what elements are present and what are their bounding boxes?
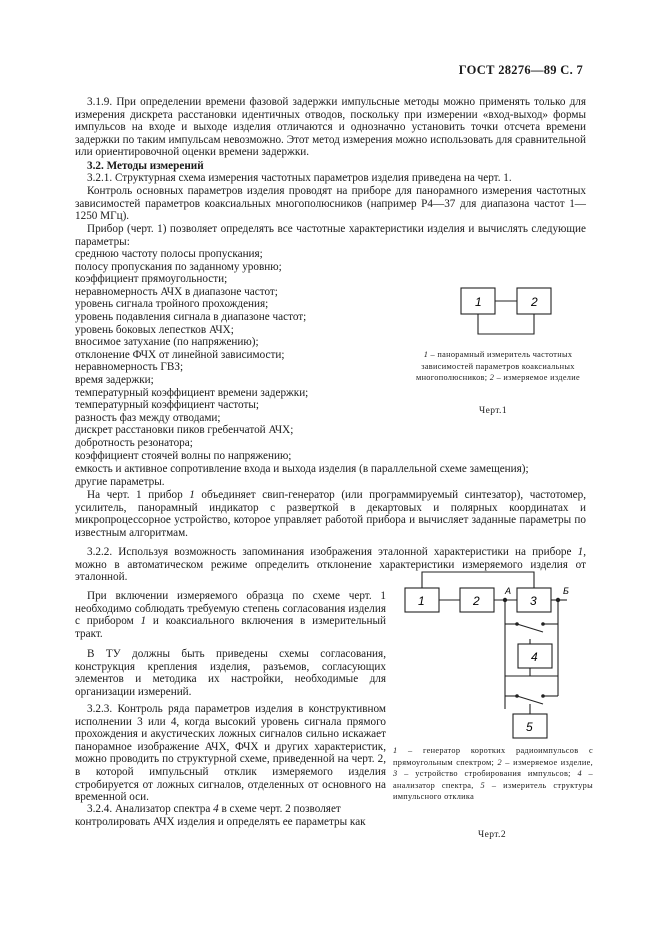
figure-2-point-b: Б (563, 586, 569, 596)
paragraph-chert1: На черт. 1 прибор 1 объединяет свип-генератор (или программируемый синтезатор), частотомер, усилитель, панорамный индикатор с разверткой в декартовых и полярных координатах и микропроцессорное устройство, которое управляет работой прибора и вычисляет заданные параметры по известным алгоритмам. (75, 489, 587, 539)
list-item: неравномерность АЧХ в диапазоне частот; (75, 285, 278, 298)
figure-2-label-5: 5 (526, 720, 533, 734)
figure-1-label-1: 1 (475, 295, 482, 309)
list-item-other: другие параметры. (75, 476, 165, 488)
list-item: дискрет расстановки пиков гребенчатой АЧХ; (75, 424, 294, 437)
paragraph-switching: При включении измеряемого образца по схеме черт. 1 необходимо соблюдать требуемую степень согласования изделия с прибором 1 и коаксиального включения в измерительный тракт. (75, 590, 387, 640)
paragraph-control: Контроль основных параметров изделия проводят на приборе для панорамного измерения частотных зависимостей параметров коаксиальных многополюсников (например Р4—37 для диапазона частот 1—1250 МГц). (75, 185, 586, 223)
figure-1-label: Черт.1 (479, 406, 507, 416)
list-item: коэффициент стоячей волны по напряжению; (75, 449, 292, 462)
list-item: температурный коэффициент частоты; (75, 399, 259, 412)
list-item: коэффициент прямоугольности; (75, 273, 228, 286)
paragraph-3-2-3: 3.2.3. Контроль ряда параметров изделия в конструктивном исполнении 3 или 4, когда высокий уровень сигнала прямого прохождения и акустических ложных сигналов сильно искажает панорамное изображение АЧХ, ФЧХ и других характеристик, можно проводить по структурной схеме, приведенной на черт. 2, в которой импульсный отклик измеряемого изделия стробируется от ложных сигналов, отделенных от основного на временной оси. (75, 703, 386, 804)
paragraph-device: Прибор (черт. 1) позволяет определять все частотные характеристики изделия и вычислять следующие параметры: (75, 223, 586, 248)
list-item: вносимое затухание (по напряжению); (75, 336, 259, 349)
list-item: температурный коэффициент времени задержки; (75, 386, 309, 399)
paragraph-3-1-9: 3.1.9. При определении времени фазовой задержки импульсные методы можно применять только для измерения дискрета расстановки идентичных отводов, поскольку при измерении «вход-выход» формы импульсов на входе и выходе изделия отличаются и однозначно установить точки отсчета времени задержки по таким импульсам невозможно. Этот метод измерения можно использовать для сравнительной или ориентировочной оценки времени задержки. (75, 96, 586, 159)
figure-1-label-2: 2 (531, 295, 538, 309)
figure-2-label: Черт.2 (478, 830, 506, 840)
list-item: среднюю частоту полосы пропускания; (75, 248, 263, 260)
paragraph-3-2-2: 3.2.2. Используя возможность запоминания изображения эталонной характеристики на приборе 1, можно в автоматическом режиме определить отклонение характеристики измеряемого изделия от эталонной. (75, 546, 586, 584)
list-item: разность фаз между отводами; (75, 411, 221, 424)
figure-2-diagram (405, 566, 595, 746)
figure-2-label-2: 2 (473, 594, 480, 608)
page-header: ГОСТ 28276—89 С. 7 (458, 63, 583, 77)
paragraph-3-2-4: 3.2.4. Анализатор спектра 4 в схеме черт. 2 позволяет контролировать АЧХ изделия и определять ее параметры как (75, 803, 366, 828)
figure-2-label-1: 1 (418, 594, 425, 608)
parameter-list (75, 248, 375, 462)
figure-2-point-a: А (505, 586, 512, 596)
figure-2-caption: 1 – генератор коротких радиоимпульсов с прямоугольным спектром; 2 – измеряемое изделие, 3 – устройство стробирования импульсов; 4 – анализатор спектра, 5 – измеритель структуры импульсного отклика (393, 746, 593, 801)
list-item: уровень сигнала тройного прохождения; (75, 298, 269, 311)
figure-2-label-4: 4 (531, 650, 538, 664)
paragraph-tu: В ТУ должны быть приведены схемы согласования, конструкция крепления изделия, разъемов, согласующих элементов и методика их настройки, необходимые для организации измерений. (75, 648, 386, 698)
list-item-capacitance: емкость и активное сопротивление входа и выхода изделия (в параллельной схеме замещения); (75, 463, 529, 475)
figure-1-diagram (455, 280, 585, 338)
paragraph-3-2-1: 3.2.1. Структурная схема измерения частотных параметров изделия приведена на черт. 1. (87, 172, 512, 184)
list-item: полосу пропускания по заданному уровню; (75, 260, 282, 273)
figure-2-label-3: 3 (530, 594, 537, 608)
list-item: время задержки; (75, 373, 154, 386)
list-item: отклонение ФЧХ от линейной зависимости; (75, 348, 285, 361)
list-item: добротность резонатора; (75, 436, 193, 449)
figure-1-caption: 1 – панорамный измеритель частотных зависимостей параметров коаксиальных многополюсников; 2 – измеряемое изделие (416, 350, 580, 382)
list-item: уровень боковых лепестков АЧХ; (75, 323, 234, 336)
list-item: уровень подавления сигнала в диапазоне частот; (75, 310, 307, 323)
list-item: неравномерность ГВЗ; (75, 361, 184, 374)
section-title: 3.2. Методы измерений (87, 160, 204, 172)
